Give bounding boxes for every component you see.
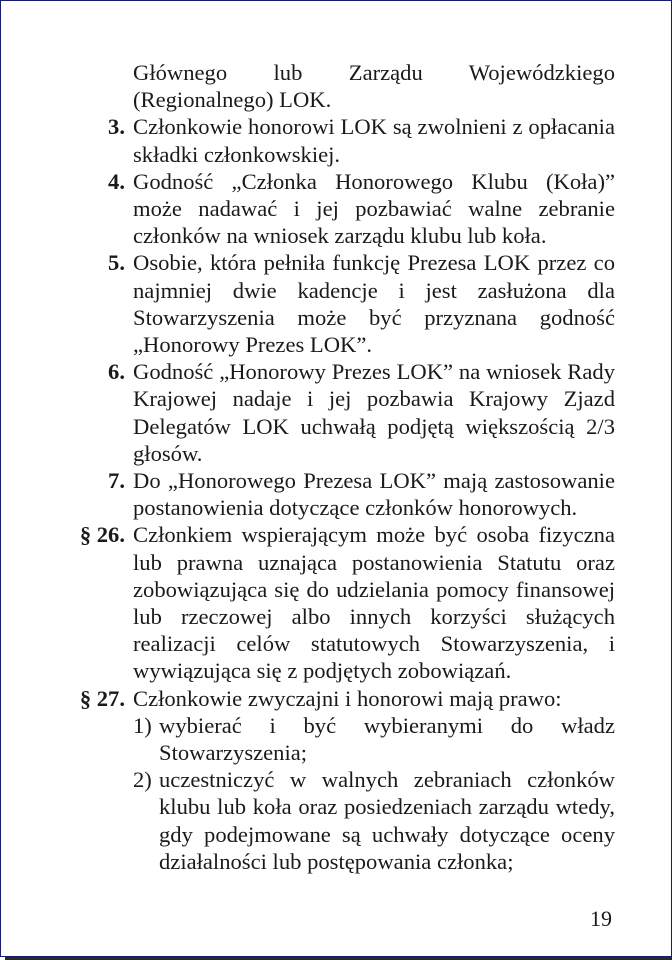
item-number: 4. bbox=[108, 168, 125, 194]
section-26 bbox=[75, 521, 615, 684]
list-item bbox=[75, 168, 615, 250]
item-number: 3. bbox=[108, 114, 125, 140]
list-item bbox=[75, 113, 615, 167]
item-text: Godność „Honorowy Prezes LOK” na wniosek Rady Krajowej nadaje i jej pozbawia Krajowy Zjazd Delegatów LOK uchwałą podjętą większością 2/3 głosów. bbox=[133, 359, 615, 466]
section-number: § 27. bbox=[79, 685, 125, 711]
list-item bbox=[75, 249, 615, 358]
page-number: 19 bbox=[590, 906, 612, 931]
item-number: 7. bbox=[108, 468, 125, 494]
item-text: Osobie, która pełniła funkcję Prezesa LOK przez co najmniej dwie kadencje i jest zasłużona dla Stowarzyszenia może być przyznana godność „Honorowy Prezes LOK”. bbox=[133, 250, 615, 358]
item-text: Godność „Członka Honorowego Klubu (Koła)” może nadawać i jej pozbawiać walne zebranie członków na wniosek zarządu klubu lub koła. bbox=[133, 168, 615, 249]
list-item bbox=[75, 358, 615, 467]
sub-item bbox=[75, 712, 615, 766]
list-item bbox=[75, 467, 615, 521]
section-number: § 26. bbox=[79, 522, 125, 548]
continuation-text: Głównego lub Zarządu Wojewódzkiego (Regionalnego) LOK. bbox=[133, 60, 615, 113]
sub-item-text: uczestniczyć w walnych zebraniach członków klubu lub koła oraz posiedzeniach zarządu wtedy, gdy podejmowane są uchwały dotyczące oceny działalności lub postępowania członka; bbox=[159, 767, 615, 874]
section-text: Członkiem wspierającym może być osoba fizyczna lub prawna uznająca postanowienia Statutu oraz zobowiązująca się do udzielania pomocy finansowej lub rzeczowej albo innych korzyści służących realizacji celów statutowych Stowarzyszenia, i wywiązująca się z podjętych zobowiązań. bbox=[133, 522, 615, 684]
sub-item-text: wybierać i być wybieranymi do władz Stowarzyszenia; bbox=[159, 712, 615, 766]
item-text: Do „Honorowego Prezesa LOK” mają zastosowanie postanowienia dotyczące członków honorowych. bbox=[133, 468, 615, 521]
item-number: 6. bbox=[108, 359, 125, 385]
section-text: Członkowie zwyczajni i honorowi mają prawo: bbox=[133, 685, 562, 711]
sub-item bbox=[75, 766, 615, 875]
document-body bbox=[75, 59, 615, 875]
item-number: 5. bbox=[108, 250, 125, 276]
item-text: Członkowie honorowi LOK są zwolnieni z opłacania składki członkowskiej. bbox=[133, 114, 615, 167]
sub-item-number: 2) bbox=[133, 767, 152, 793]
section-27 bbox=[75, 685, 615, 712]
sub-item-number: 1) bbox=[133, 712, 152, 738]
